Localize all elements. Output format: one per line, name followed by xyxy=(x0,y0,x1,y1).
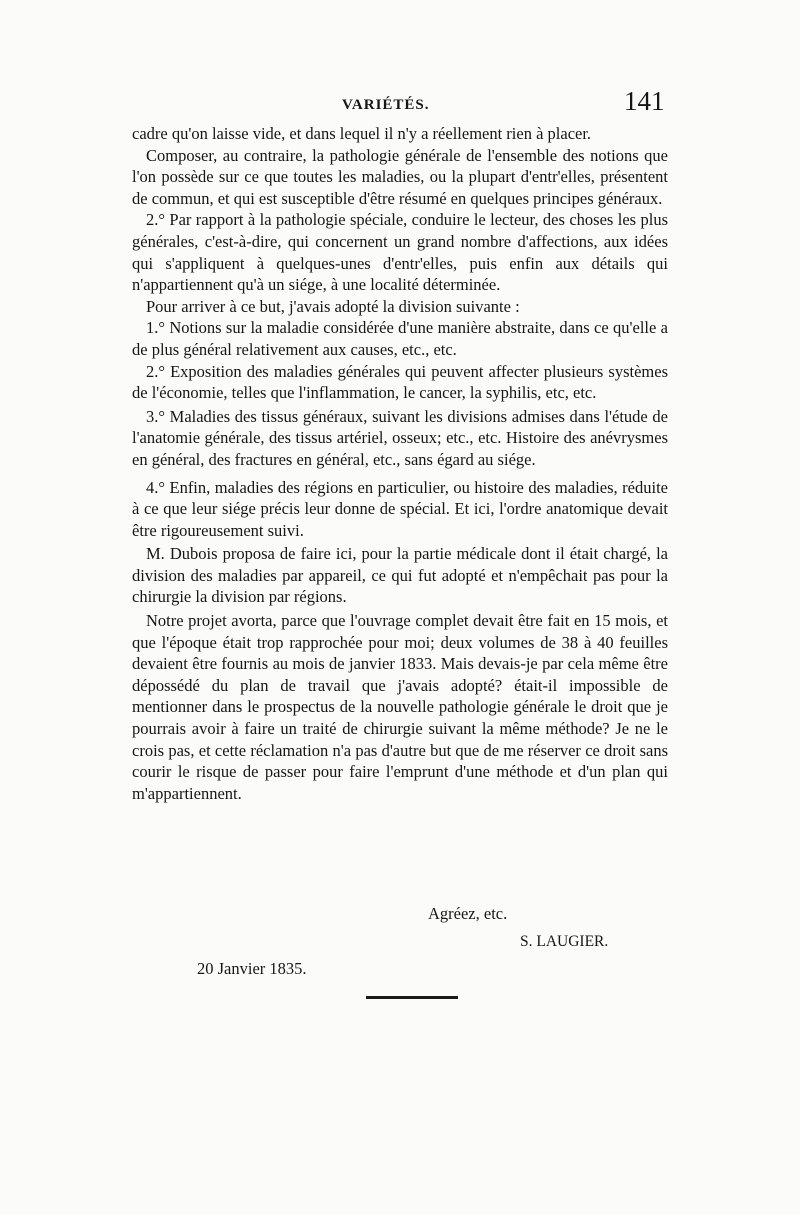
paragraph: 2.° Par rapport à la pathologie spéciale, conduire le lecteur, des choses les plus générales, c'est-à-dire, qui concernent un grand nombre d'affections, aux idées qui s'appliquent à quelques-unes d'entr'elles, puis enfin aux détails qui n'appartiennent qu'à un siége, à une localité déterminée. xyxy=(132,210,668,295)
paragraph: Composer, au contraire, la pathologie générale de l'ensemble des notions que l'on possède sur ce que toutes les maladies, ou la plupart d'entr'elles, présentent de commun, et qui est susceptible d'être résumé en quelques principes généraux. xyxy=(132,145,668,208)
paragraph: Notre projet avorta, parce que l'ouvrage complet devait être fait en 15 mois, et que l'époque était trop rapprochée pour moi; deux volumes de 38 à 40 feuilles devaient être fournis au mois de janvier 1833. Mais devais-je par cela même être dépossédé du plan de travail que j'avais adopté? était-il impossible de mentionner dans le prospectus de la nouvelle pathologie générale le droit que je pourrais avoir à faire un traité de chirurgie suivant la même méthode? Je ne le crois pas, et cette réclamation n'a pas d'autre but que de me réserver ce droit sans courir le risque de passer pour faire l'emprunt d'une méthode et d'un plan qui m'appartiennent. xyxy=(132,611,668,803)
paragraph: 2.° Exposition des maladies générales qui peuvent affecter plusieurs systèmes de l'économie, telles que l'inflammation, le cancer, la syphilis, etc, etc. xyxy=(132,361,668,403)
page-number: 141 xyxy=(624,86,665,116)
paragraph: M. Dubois proposa de faire ici, pour la partie médicale dont il était chargé, la division des maladies par appareil, ce qui fut adopté et n'empêchait pas pour la chirurgie la division par régions. xyxy=(132,544,668,607)
running-head: VARIÉTÉS. xyxy=(342,97,430,113)
closing-formula: Agréez, etc. xyxy=(428,904,508,923)
paragraph: 3.° Maladies des tissus généraux, suivant les divisions admises dans l'étude de l'anatomie générale, des tissus artériel, osseux; etc., etc. Histoire des anévrysmes en général, des fractures en général, etc., sans égard au siége. xyxy=(132,406,668,469)
paragraph: Pour arriver à ce but, j'avais adopté la division suivante : xyxy=(146,296,520,316)
paragraph: 1.° Notions sur la maladie considérée d'une manière abstraite, dans ce qu'elle a de plus général relativement aux causes, etc., etc. xyxy=(132,318,668,359)
section-divider xyxy=(366,996,458,999)
paragraph: cadre qu'on laisse vide, et dans lequel il n'y a réellement rien à placer. xyxy=(132,124,592,143)
body-text xyxy=(132,123,668,804)
signature: S. LAUGIER. xyxy=(520,933,609,950)
letter-date: 20 Janvier 1835. xyxy=(197,959,307,978)
paragraph: 4.° Enfin, maladies des régions en particulier, ou histoire des maladies, réduite à ce que leur siége précis leur donne de spécial. Et ici, l'ordre anatomique devait être rigoureusement suivi. xyxy=(132,477,668,540)
